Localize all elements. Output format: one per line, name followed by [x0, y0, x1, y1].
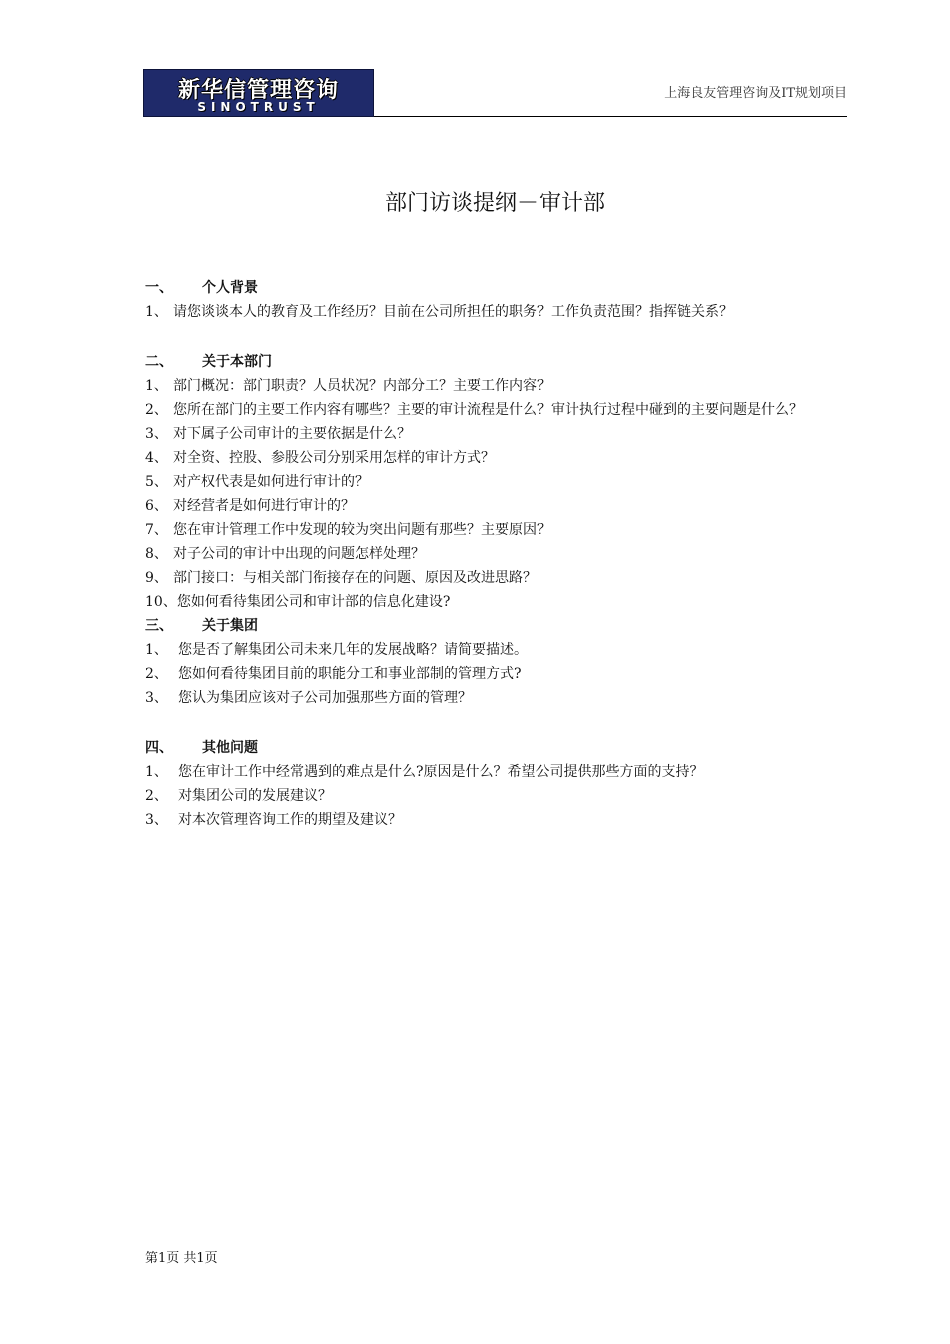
logo-chinese-text: 新华信管理咨询: [177, 78, 339, 103]
section-heading: [145, 350, 850, 374]
spacer: [145, 710, 850, 736]
list-item: [145, 686, 850, 710]
spacer: [145, 324, 850, 350]
item-number: 1、: [145, 642, 168, 658]
list-item: [145, 470, 850, 494]
item-number: 8、: [145, 546, 168, 562]
list-item: [145, 542, 850, 566]
document-title: 部门访谈提纲－审计部: [384, 191, 605, 216]
item-number: 10、: [145, 594, 177, 610]
item-number: 2、: [145, 402, 168, 418]
section-title: 个人背景: [202, 280, 258, 296]
list-item: [145, 422, 850, 446]
item-text: 您在审计管理工作中发现的较为突出问题有那些？主要原因？: [173, 522, 551, 538]
item-number: 3、: [145, 690, 168, 706]
item-text: 对集团公司的发展建议？: [178, 788, 332, 804]
list-item: [145, 638, 850, 662]
section-heading: [145, 276, 850, 300]
item-number: 9、: [145, 570, 168, 586]
list-item: [145, 300, 850, 324]
list-item: [145, 566, 850, 590]
item-text: 您如何看待集团目前的职能分工和事业部制的管理方式?: [178, 666, 522, 682]
section-title: 其他问题: [202, 740, 258, 756]
item-number: 1、: [145, 378, 168, 394]
item-text: 对经营者是如何进行审计的？: [173, 498, 355, 514]
item-text: 请您谈谈本人的教育及工作经历？目前在公司所担任的职务？工作负责范围？指挥链关系？: [173, 304, 733, 320]
item-text: 您在审计工作中经常遇到的难点是什么?原因是什么？希望公司提供那些方面的支持？: [178, 764, 704, 780]
document-body: [145, 276, 850, 832]
header-project-name: 上海良友管理咨询及IT规划项目: [664, 86, 847, 101]
item-text: 部门接口：与相关部门衔接存在的问题、原因及改进思路？: [173, 570, 537, 586]
item-text: 对全资、控股、参股公司分别采用怎样的审计方式？: [173, 450, 495, 466]
item-text: 对产权代表是如何进行审计的？: [173, 474, 369, 490]
list-item: [145, 494, 850, 518]
header-divider: [374, 116, 847, 117]
section-title: 关于本部门: [202, 354, 272, 370]
item-number: 2、: [145, 666, 168, 682]
item-number: 6、: [145, 498, 168, 514]
section-number: 三、: [145, 618, 173, 634]
item-number: 2、: [145, 788, 168, 804]
item-number: 5、: [145, 474, 168, 490]
list-item: [145, 662, 850, 686]
item-number: 3、: [145, 426, 168, 442]
item-text: 您如何看待集团公司和审计部的信息化建设?: [176, 594, 451, 610]
item-text: 您是否了解集团公司未来几年的发展战略？请简要描述。: [178, 642, 528, 658]
logo-english-text: SINOTRUST: [197, 100, 320, 114]
item-number: 1、: [145, 304, 168, 320]
item-text: 对子公司的审计中出现的问题怎样处理？: [173, 546, 425, 562]
item-number: 1、: [145, 764, 168, 780]
section-heading: [145, 736, 850, 760]
item-text: 对本次管理咨询工作的期望及建议？: [178, 812, 402, 828]
list-item: [145, 374, 850, 398]
list-item: [145, 446, 850, 470]
item-text: 您所在部门的主要工作内容有哪些？主要的审计流程是什么？审计执行过程中碰到的主要问题是什么？: [173, 402, 803, 418]
item-text: 您认为集团应该对子公司加强那些方面的管理？: [178, 690, 472, 706]
item-number: 3、: [145, 812, 168, 828]
page-footer: 第1页 共1页: [145, 1251, 218, 1266]
section-title: 关于集团: [202, 618, 258, 634]
sinotrust-logo: [143, 69, 374, 117]
item-number: 7、: [145, 522, 168, 538]
section-heading: [145, 614, 850, 638]
list-item: [145, 784, 850, 808]
list-item: [145, 808, 850, 832]
section-number: 四、: [145, 740, 173, 756]
section-number: 一、: [145, 280, 173, 296]
list-item: [145, 518, 850, 542]
section-number: 二、: [145, 354, 173, 370]
list-item: [145, 590, 850, 614]
item-text: 对下属子公司审计的主要依据是什么？: [173, 426, 411, 442]
item-text: 部门概况：部门职责？人员状况？内部分工？主要工作内容？: [173, 378, 551, 394]
list-item: [145, 760, 850, 784]
list-item: [145, 398, 850, 422]
item-number: 4、: [145, 450, 168, 466]
